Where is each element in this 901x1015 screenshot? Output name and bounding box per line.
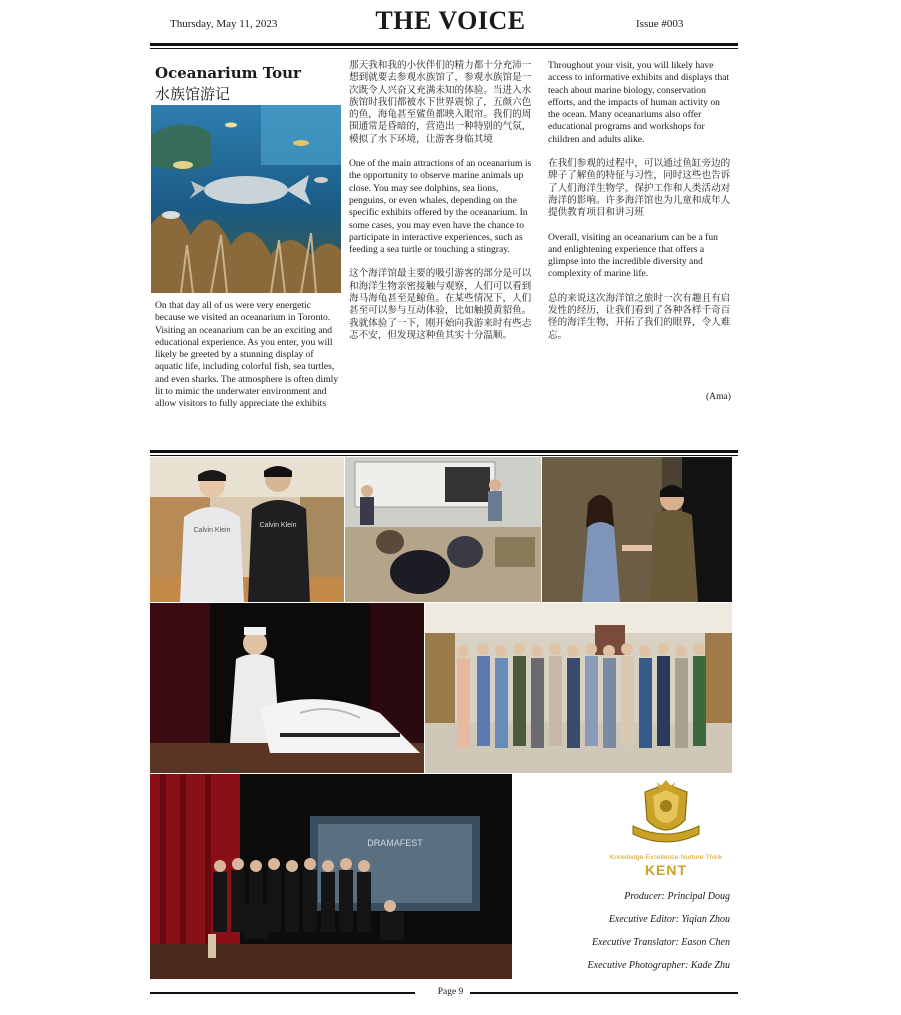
paragraph: Overall, visiting an oceanarium can be a fun and enlightening experience that offers a glimpse into the incredible diversity and complexity of marine life. bbox=[548, 231, 718, 280]
gallery-rule-thin bbox=[150, 455, 738, 456]
aquarium-photo bbox=[151, 105, 341, 293]
hoodie-logo-text: Calvin Klein bbox=[193, 527, 231, 534]
paragraph: Throughout your visit, you will likely have access to informative exhibits and displays that teach about marine biology, conservation efforts, and the impacts of human activity on the ocean. Many oceanariums also offer educational programs and workshops for children and adults alike. bbox=[548, 60, 730, 145]
issue-date: Thursday, May 11, 2023 bbox=[170, 18, 278, 30]
article-column-3 bbox=[548, 60, 731, 354]
newspaper-title: THE VOICE bbox=[375, 6, 526, 35]
students-hoodies-photo bbox=[150, 457, 344, 602]
paragraph: 这个海洋馆最主要的吸引游客的部分是可以和海洋生物亲密接触与观察，人们可以看到海马海龟甚至是鲸鱼。在某些情况下，人们甚至可以参与互动体验，比如触摸黄貂鱼。我就体验了一下，刚开始向我游来时有些忐忑不安，但发现这种鱼其实十分温顺。 bbox=[349, 268, 532, 341]
credit-translator: Executive Translator: Eason Chen bbox=[591, 937, 730, 948]
kent-crest bbox=[625, 780, 707, 850]
classroom-photo bbox=[345, 457, 541, 602]
paragraph: 总的来说这次海洋馆之旅时一次有趣且有启发性的经历，让我们看到了各种各样千奇百怪的海洋生物，开拓了我们的眼界，令人难忘。 bbox=[548, 292, 731, 341]
article-title: Oceanarium Tour bbox=[155, 64, 301, 82]
article-subtitle: 水族馆游记 bbox=[155, 87, 231, 103]
page-number: Page 9 bbox=[437, 987, 464, 997]
footer-rule-right bbox=[470, 992, 738, 994]
article-column-2 bbox=[349, 60, 532, 354]
drama-scene-photo bbox=[542, 457, 732, 602]
credit-photographer: Executive Photographer: Kade Zhu bbox=[587, 960, 730, 971]
author-signature: (Ama) bbox=[705, 391, 731, 402]
article-column-1 bbox=[155, 300, 341, 423]
paragraph: 在我们参观的过程中，可以通过鱼缸旁边的牌子了解鱼的特征与习性，同时这些也告诉了人们海洋生物学、保护工作和人类活动对海洋的影响。许多海洋馆也为儿童和成年人提供教育项目和讲习班 bbox=[548, 158, 731, 219]
group-hallway-photo bbox=[425, 603, 732, 773]
paragraph: 那天我和我的小伙伴们的精力都十分充沛一想到就要去参观水族馆了，参观水族馆是一次既令人兴奋又充满未知的体验。当进入水族馆时我们都被水下世界震惊了，五颜六色的鱼，海龟甚至鲨鱼都映入眼帘。我们的周围通常是昏暗的，营造出一种特别的气氛，模拟了水下环境，让游客身临其境 bbox=[349, 60, 532, 145]
paragraph: On that day all of us were very energetic because we visited an oceanarium in Toronto. Visiting an oceanarium can be an exciting and educational experience. As you enter, you will likely be greeted by a stunning display of aquatic life, including colorful fish, sea turtles, and even sharks. The atmosphere is often dimly lit to mimic the underwater environment and allow visitors to fully appreciate the exhibits bbox=[155, 300, 339, 410]
kent-motto: Knowledge·Excellence·Nurture·Think bbox=[609, 854, 723, 861]
hoodie-logo-text-2: Calvin Klein bbox=[259, 522, 297, 529]
group-stage-photo bbox=[150, 774, 512, 979]
masthead-rule-thin bbox=[150, 48, 738, 49]
paragraph: One of the main attractions of an oceanarium is the opportunity to observe marine animals up close. You may see dolphins, sea lions, penguins, or even whales, depending on the specific exhibits offered by the oceanarium. In some cases, you may even have the chance to participate in interactive experiences, such as feeding a sea turtle or touching a stingray. bbox=[349, 158, 532, 256]
screen-title-text: DRAMAFEST bbox=[367, 838, 423, 848]
credit-editor: Executive Editor: Yiqian Zhou bbox=[608, 914, 730, 925]
issue-number: Issue #003 bbox=[636, 18, 684, 30]
gallery-rule bbox=[150, 450, 738, 453]
credit-producer: Producer: Principal Doug bbox=[624, 891, 730, 902]
masthead-rule bbox=[150, 43, 738, 46]
kent-logo-text: KENT bbox=[644, 862, 688, 878]
stage-performance-photo bbox=[150, 603, 424, 773]
